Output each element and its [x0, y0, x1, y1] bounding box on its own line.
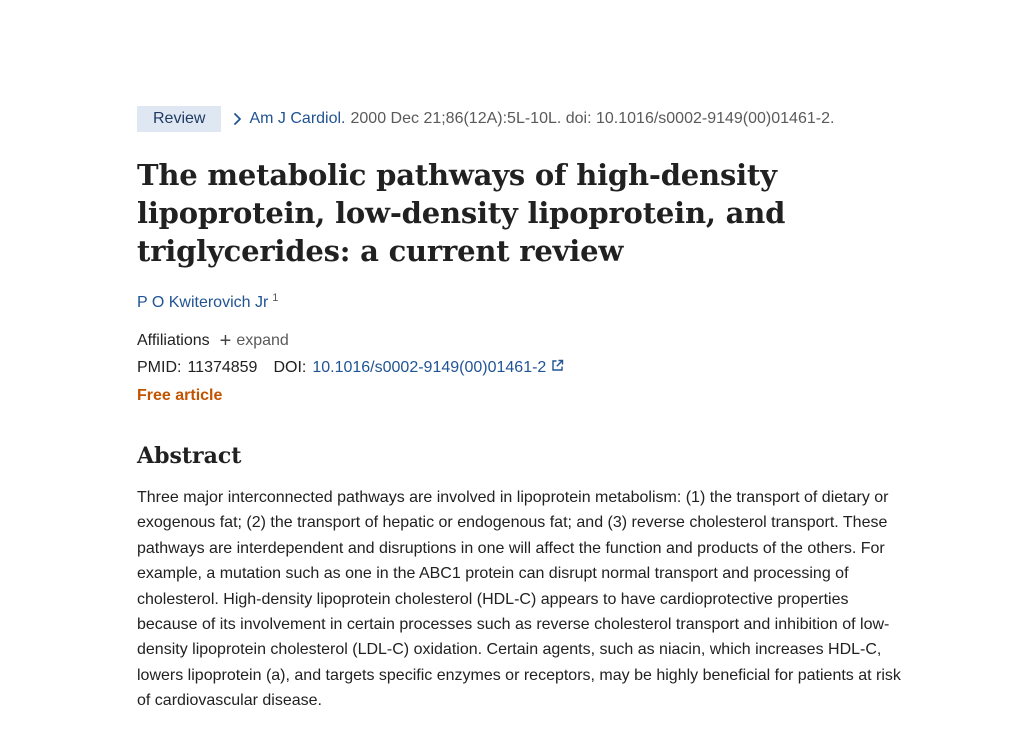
- abstract-heading: Abstract: [137, 443, 242, 469]
- identifiers-row: [137, 359, 907, 377]
- doi-link[interactable]: 10.1016/s0002-9149(00)01461-2: [312, 359, 547, 376]
- chevron-right-icon: [233, 112, 243, 126]
- article-page: [137, 106, 907, 714]
- plus-icon: +: [219, 330, 232, 352]
- author-link[interactable]: P O Kwiterovich Jr: [137, 294, 269, 311]
- pmid-value: 11374859: [187, 359, 258, 376]
- abstract-text: Three major interconnected pathways are involved in lipoprotein metabolism: (1) the transport of dietary or exogenous fat; (2) the transport of hepatic or endogenous fat; and (3) reverse cholesterol transport. These pathways are interdependent and disruptions in one will affect the function and products of the others. For example, a mutation such as one in the ABC1 protein can disrupt normal transport and processing of cholesterol. High-density lipoprotein cholesterol (HDL-C) appears to have cardioprotective properties because of its involvement in certain processes such as reverse cholesterol transport and inhibition of low-density lipoprotein cholesterol (LDL-C) oxidation. Certain agents, such as niacin, which increases HDL-C, lowers lipoprotein (a), and targets specific enzymes or receptors, may be highly beneficial for patients at risk of cardiovascular disease.: [137, 489, 901, 710]
- free-article-label: Free article: [137, 387, 223, 404]
- pmid-label: PMID:: [137, 359, 182, 376]
- journal-link[interactable]: Am J Cardiol.: [249, 110, 346, 127]
- affiliations-row: [137, 332, 907, 350]
- external-link-icon[interactable]: [551, 359, 564, 377]
- article-title: The metabolic pathways of high-density lipoprotein, low-density lipoprotein, and triglycerides: a current review: [137, 158, 786, 268]
- citation-bar: [137, 106, 907, 132]
- expand-label: expand: [236, 332, 289, 349]
- expand-affiliations-button[interactable]: [220, 332, 289, 350]
- author-list: [137, 292, 907, 312]
- publication-type-badge[interactable]: Review: [137, 106, 221, 132]
- citation-details: 2000 Dec 21;86(12A):5L-10L. doi: 10.1016/s0002-9149(00)01461-2.: [350, 110, 835, 127]
- affiliation-ref[interactable]: 1: [272, 292, 279, 304]
- affiliations-label: Affiliations: [137, 332, 210, 349]
- doi-label: DOI:: [273, 359, 307, 376]
